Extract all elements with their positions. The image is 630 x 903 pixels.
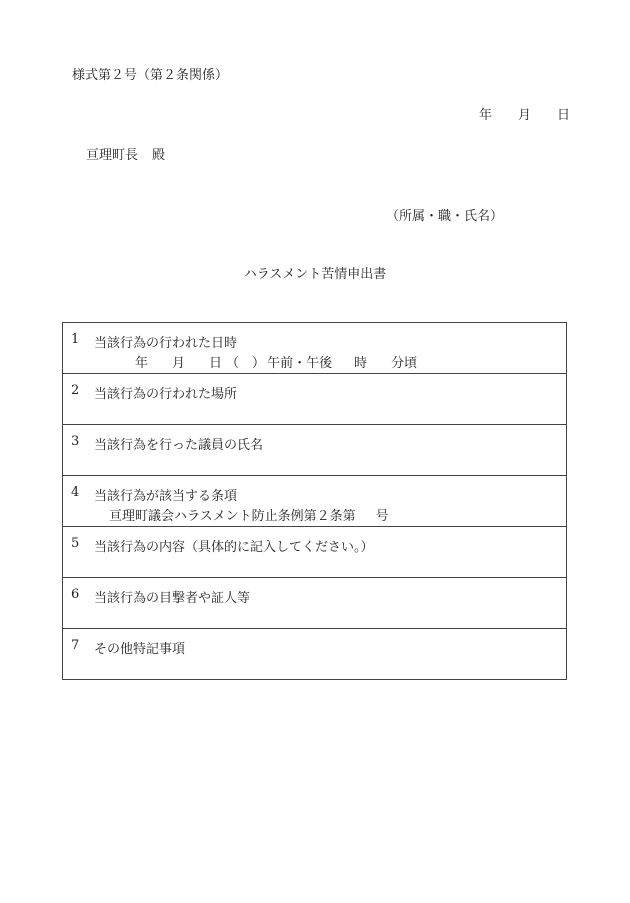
complaint-items-table bbox=[62, 322, 567, 680]
form-number: 様式第２号（第２条関係） bbox=[72, 68, 229, 83]
item-number: 4 bbox=[71, 485, 80, 500]
day-unit: 日 bbox=[209, 356, 223, 371]
item-clause[interactable] bbox=[63, 476, 566, 527]
item-member-name[interactable] bbox=[63, 425, 566, 476]
addressee-name: 亘理町長 bbox=[86, 148, 139, 163]
item-number: 1 bbox=[71, 332, 80, 347]
clause-fill-line bbox=[109, 505, 389, 524]
item-label: 当該行為を行った議員の氏名 bbox=[94, 438, 264, 453]
item-label: 当該行為の内容（具体的に記入してください。） bbox=[94, 540, 374, 555]
item-number: 2 bbox=[71, 383, 80, 398]
item-label: 当該行為の行われた場所 bbox=[94, 387, 238, 402]
hour-unit: 時 bbox=[354, 356, 368, 371]
am-pm-choice: 午前・午後 bbox=[267, 356, 333, 371]
datetime-fill-line bbox=[135, 352, 417, 371]
clause-number-unit: 号 bbox=[375, 509, 389, 524]
item-other-notes[interactable] bbox=[63, 629, 566, 679]
item-content[interactable] bbox=[63, 527, 566, 578]
submitter-label: （所属・職・氏名） bbox=[386, 209, 504, 224]
item-witnesses[interactable] bbox=[63, 578, 566, 629]
item-number: 3 bbox=[71, 434, 80, 449]
item-number: 7 bbox=[71, 638, 80, 653]
addressee-honorific: 殿 bbox=[152, 148, 166, 163]
date-line bbox=[479, 104, 570, 123]
weekday-paren: （ ） bbox=[226, 356, 266, 371]
date-month-unit: 月 bbox=[518, 108, 532, 123]
item-number: 6 bbox=[71, 587, 80, 602]
clause-text: 亘理町議会ハラスメント防止条例第２条第 bbox=[109, 509, 356, 524]
document-title: ハラスメント苦情申出書 bbox=[243, 267, 387, 282]
year-unit: 年 bbox=[135, 356, 149, 371]
minute-unit: 分頃 bbox=[391, 356, 418, 371]
item-label: その他特記事項 bbox=[94, 642, 186, 657]
item-label: 当該行為が該当する条項 bbox=[94, 489, 238, 504]
item-place[interactable] bbox=[63, 374, 566, 425]
addressee bbox=[86, 144, 165, 163]
item-datetime[interactable] bbox=[63, 323, 566, 374]
date-year-unit: 年 bbox=[479, 108, 493, 123]
date-day-unit: 日 bbox=[557, 108, 571, 123]
month-unit: 月 bbox=[172, 356, 186, 371]
item-label: 当該行為の目撃者や証人等 bbox=[94, 591, 251, 606]
item-label: 当該行為の行われた日時 bbox=[94, 336, 238, 351]
item-number: 5 bbox=[71, 536, 80, 551]
